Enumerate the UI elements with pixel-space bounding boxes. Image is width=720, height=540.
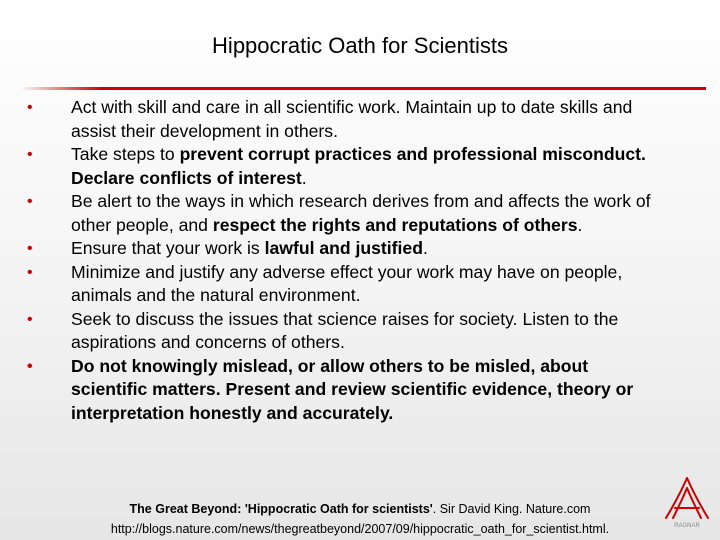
bullet-icon: • bbox=[27, 193, 33, 210]
bullet-text: Ensure that your work is bbox=[71, 238, 265, 258]
bullet-text: Be alert to the ways in which research derives from and affects the work of other people, and bbox=[71, 191, 651, 235]
bullet-item bbox=[27, 237, 667, 261]
bullet-icon: • bbox=[27, 146, 33, 163]
reference-line bbox=[0, 499, 720, 519]
logo-caption: RAGNAR bbox=[674, 523, 700, 529]
bullet-text: Take steps to bbox=[71, 144, 180, 164]
reference-title: The Great Beyond: 'Hippocratic Oath for scientists' bbox=[129, 502, 433, 516]
title-divider bbox=[20, 87, 706, 90]
bullet-bold-text: Do not knowingly mislead, or allow others to be misled, about scientific matters. Present and review scientific evidence, theory or interpretation honestly and accurately. bbox=[71, 355, 634, 423]
bullet-text: Seek to discuss the issues that science raises for society. Listen to the aspirations and concerns of others. bbox=[71, 308, 619, 352]
bullet-bold-text: respect the rights and reputations of others bbox=[212, 214, 578, 235]
bullet-text-end: . bbox=[301, 167, 307, 188]
bullet-item bbox=[27, 190, 667, 237]
bullet-text: Minimize and justify any adverse effect your work may have on people, animals and the natural environment. bbox=[71, 261, 623, 305]
bullet-bold-text: prevent corrupt practices and professional misconduct. Declare conflicts of interest bbox=[71, 144, 646, 188]
bullet-item bbox=[27, 308, 667, 355]
reference-citation bbox=[0, 499, 720, 539]
bullet-item bbox=[27, 261, 667, 308]
oath-bullet-list bbox=[27, 96, 667, 425]
bullet-icon: • bbox=[27, 240, 33, 257]
slide-title: Hippocratic Oath for Scientists bbox=[212, 33, 508, 58]
bullet-text: Act with skill and care in all scientific work. Maintain up to date skills and assist their development in others. bbox=[71, 97, 633, 141]
bullet-item bbox=[27, 96, 667, 143]
bullet-text-end: . bbox=[422, 238, 428, 258]
bullet-bold-text: lawful and justified bbox=[264, 238, 423, 258]
institution-logo-icon bbox=[662, 474, 712, 530]
bullet-icon: • bbox=[27, 310, 33, 328]
bullet-item bbox=[27, 355, 667, 426]
bullet-text-end: . bbox=[577, 214, 583, 235]
bullet-icon: • bbox=[27, 263, 33, 281]
reference-url: http://blogs.nature.com/news/thegreatbeyond/2007/09/hippocratic_oath_for_scientist.html. bbox=[110, 522, 610, 536]
bullet-icon: • bbox=[27, 99, 33, 116]
bullet-item bbox=[27, 143, 667, 190]
bullet-icon: • bbox=[27, 357, 33, 375]
reference-source: . Sir David King. Nature.com bbox=[432, 502, 591, 516]
